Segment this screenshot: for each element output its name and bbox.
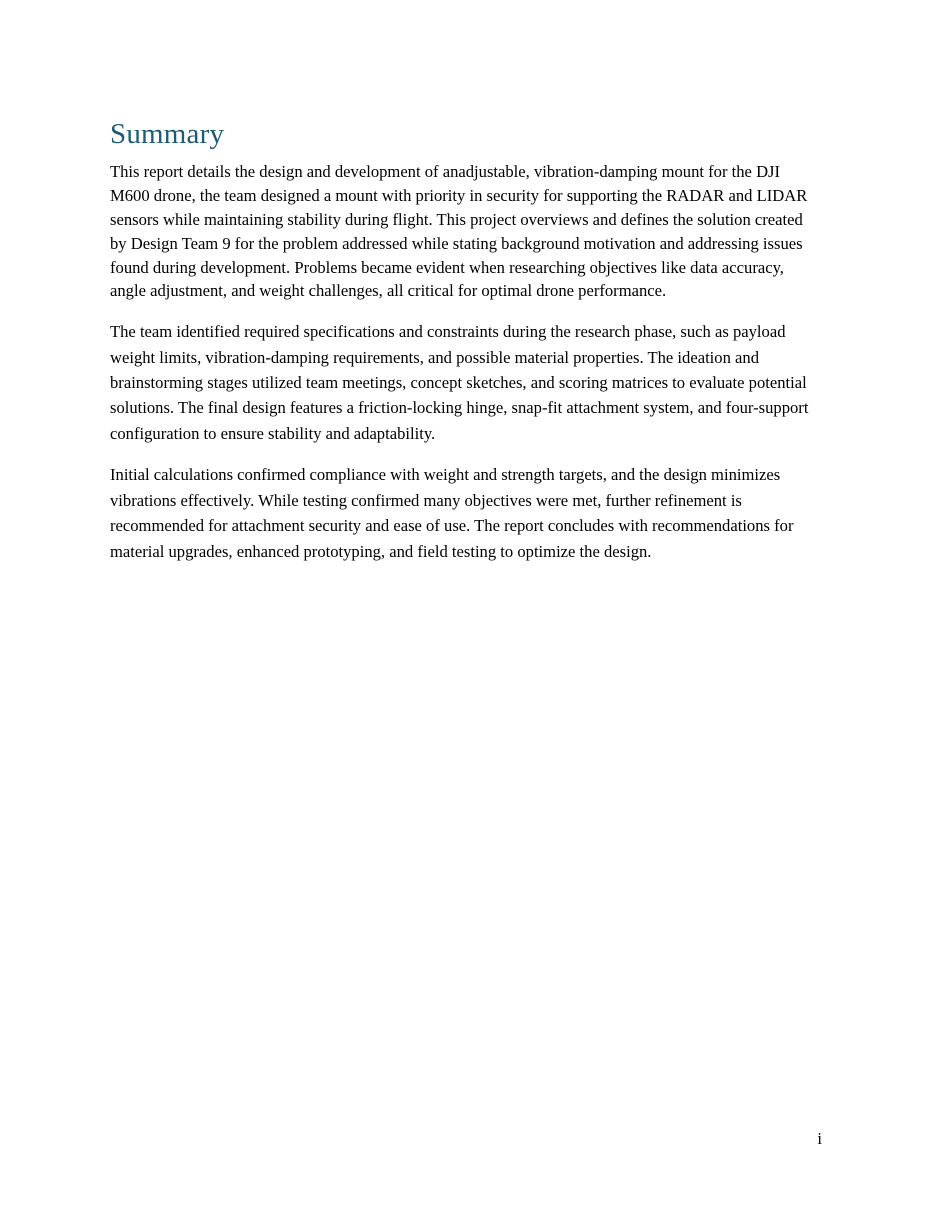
page-number: i xyxy=(817,1129,822,1148)
body-paragraph-1: This report details the design and development of anadjustable, vibration-damping mount for the DJI M600 drone, the team designed a mount with priority in security for supporting the RADAR and LIDAR sensors while maintaining stability during flight. This project overviews and defines the solution created by Design Team 9 for the problem addressed while stating background motivation and addressing issues found during development. Problems became evident when researching objectives like data accuracy, angle adjustment, and weight challenges, all critical for optimal drone performance. xyxy=(110,162,808,301)
document-body xyxy=(110,118,822,564)
body-paragraph-3: Initial calculations confirmed compliance with weight and strength targets, and the design minimizes vibrations effectively. While testing confirmed many objectives were met, further refinement is recommended for attachment security and ease of use. The report concludes with recommendations for material upgrades, enhanced prototyping, and field testing to optimize the design. xyxy=(110,465,794,561)
page-title: Summary xyxy=(110,118,225,150)
body-paragraph-2: The team identified required specifications and constraints during the research phase, such as payload weight limits, vibration-damping requirements, and possible material properties. The ideation and brainstorming stages utilized team meetings, concept sketches, and scoring matrices to evaluate potential solutions. The final design features a friction-locking hinge, snap-fit attachment system, and four-support configuration to ensure stability and adaptability. xyxy=(110,322,809,443)
